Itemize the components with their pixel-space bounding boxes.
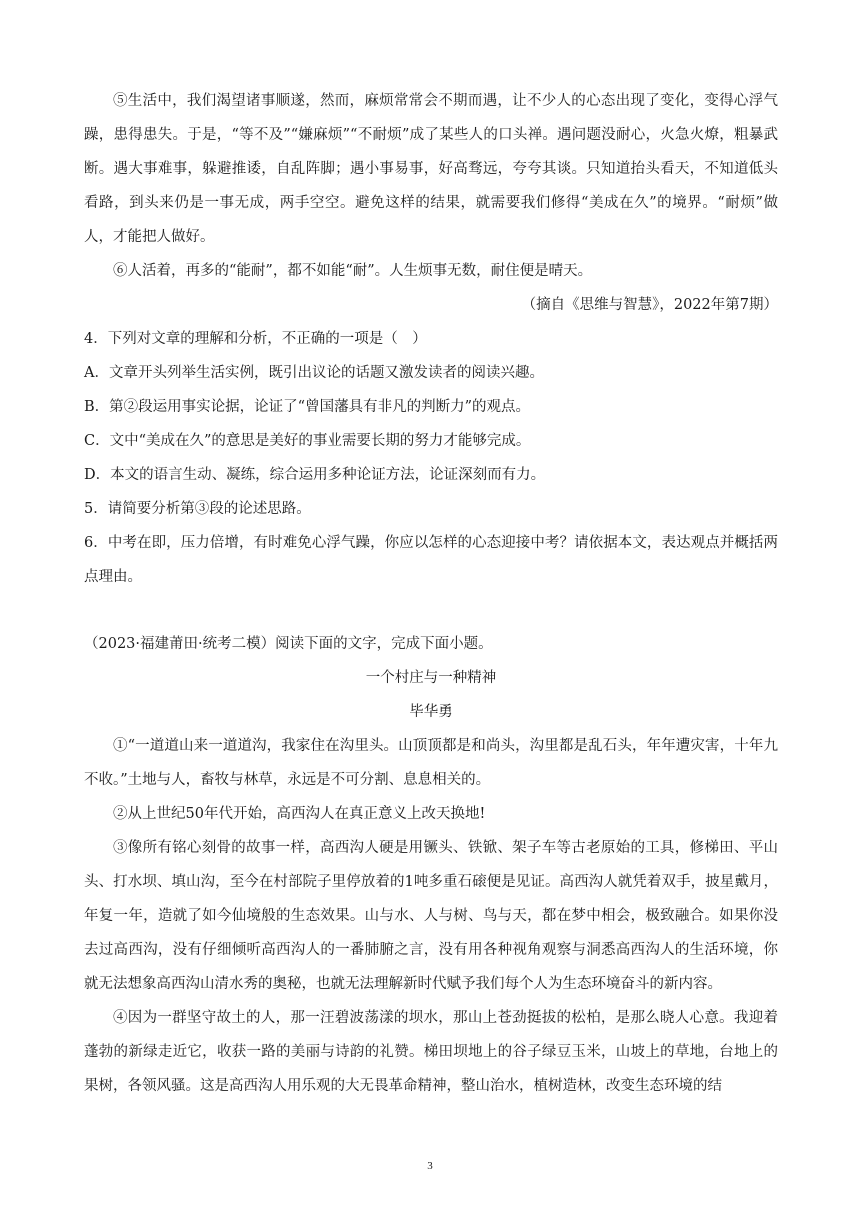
question-4-option-c: C．文中“美成在久”的意思是美好的事业需要长期的努力才能够完成。 <box>84 433 531 449</box>
page-number: 3 <box>427 1160 433 1172</box>
passage2-author: 毕华勇 <box>409 704 453 720</box>
question-4-option-b: B．第②段运用事实论据，论证了“曾国藩具有非凡的判断力”的观点。 <box>84 399 530 415</box>
passage2-intro: （2023·福建莆田·统考二模）阅读下面的文字，完成下面小题。 <box>84 636 493 652</box>
passage2-title: 一个村庄与一种精神 <box>365 670 497 686</box>
passage1-paragraph-5: ⑤生活中，我们渴望诸事顺遂，然而，麻烦常常会不期而遇，让不少人的心态出现了变化，变得心浮气躁，患得患失。于是，“等不及”“嫌麻烦”“不耐烦”成了某些人的口头禅。遇问题没耐心，火急火燎，粗暴武断。遇大事难事，躲避推诿，自乱阵脚；遇小事易事，好高骛远，夸夸其谈。只知道抬头看天，不知道低头看路，到头来仍是一事无成，两手空空。避免这样的结果，就需要我们修得“美成在久”的境界。“耐烦”做人，才能把人做好。 <box>84 93 778 245</box>
passage2-paragraph-4: ④因为一群坚守故土的人，那一汪碧波荡漾的坝水，那山上苍劲挺拔的松柏，是那么晓人心意。我迎着蓬勃的新绿走近它，收获一路的美丽与诗韵的礼赞。梯田坝地上的谷子绿豆玉米，山坡上的草地，台地上的果树，各领风骚。这是高西沟人用乐观的大无畏革命精神，整山治水，植树造林，改变生态环境的结 <box>84 1010 778 1094</box>
passage2-paragraph-3: ③像所有铭心刻骨的故事一样，高西沟人硬是用镢头、铁锨、架子车等古老原始的工具，修梯田、平山头、打水坝、填山沟，至今在村部院子里停放着的1吨多重石磙便是见证。高西沟人就凭着双手，披星戴月，年复一年，造就了如今仙境般的生态效果。山与水、人与树、鸟与天，都在梦中相会，极致融合。如果你没去过高西沟，没有仔细倾听高西沟人的一番肺腑之言，没有用各种视角观察与洞悉高西沟人的生活环境，你就无法想象高西沟山清水秀的奥秘，也就无法理解新时代赋予我们每个人为生态环境奋斗的新内容。 <box>84 840 778 992</box>
question-4-option-a: A．文章开头列举生活实例，既引出议论的话题又激发读者的阅读兴趣。 <box>84 365 544 381</box>
question-5: 5．请简要分析第③段的论述思路。 <box>84 501 311 517</box>
passage2-paragraph-2: ②从上世纪50年代开始，高西沟人在真正意义上改天换地! <box>113 806 486 822</box>
passage1-paragraph-6: ⑥人活着，再多的“能耐”，都不如能“耐”。人生烦事无数，耐住便是晴天。 <box>113 263 593 279</box>
question-4: 4．下列对文章的理解和分析，不正确的一项是（ ） <box>84 331 427 347</box>
question-6: 6．中考在即，压力倍增，有时难免心浮气躁，你应以怎样的心态迎接中考？请依据本文，表达观点并概括两点理由。 <box>84 535 778 585</box>
passage2-paragraph-1: ①“一道道山来一道道沟，我家住在沟里头。山顶顶都是和尚头，沟里都是乱石头，年年遭灾害，十年九不收。”土地与人，畜牧与林草，永远是不可分割、息息相关的。 <box>84 738 778 788</box>
question-4-option-d: D．本文的语言生动、凝练，综合运用多种论证方法，论证深刻而有力。 <box>84 467 546 483</box>
source-citation: （摘自《思维与智慧》，2022年第7期） <box>521 297 778 313</box>
